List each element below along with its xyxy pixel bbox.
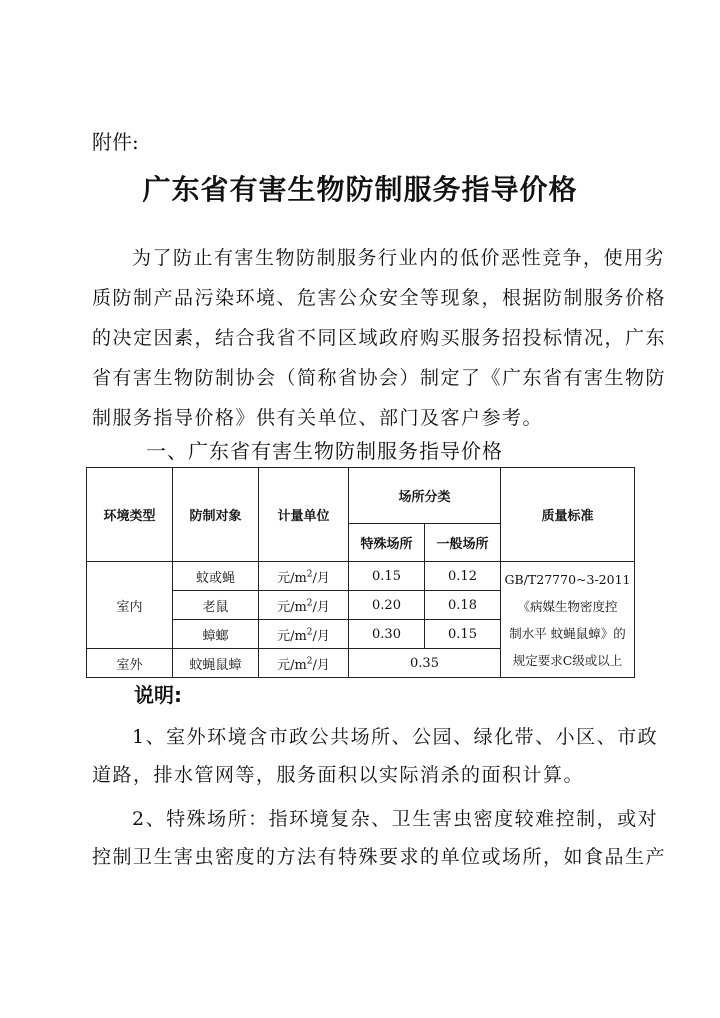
intro-paragraph <box>92 238 667 438</box>
intro-line: 省有害生物防制协会（简称省协会）制定了《广东省有害生物防 <box>92 367 667 389</box>
special-price-cell: 0.20 <box>349 591 425 620</box>
env-indoor-cell: 室内 <box>87 562 173 649</box>
section-heading: 一、广东省有害生物防制服务指导价格 <box>146 439 503 463</box>
table-header-row <box>87 468 635 524</box>
standard-line: 制水平 蚊蝇鼠蟑》的 <box>509 625 626 641</box>
general-price-cell: 0.12 <box>425 562 501 591</box>
price-table <box>86 467 635 678</box>
special-price-cell: 0.30 <box>349 620 425 649</box>
target-cell: 蚊或蝇 <box>173 562 259 591</box>
target-cell: 老鼠 <box>173 591 259 620</box>
unit-cell: 元$/m^2/$月 <box>259 649 349 678</box>
special-price-cell: 0.15 <box>349 562 425 591</box>
table-row <box>87 562 635 591</box>
intro-line: 为了防止有害生物防制服务行业内的低价恶性竞争，使用劣 <box>132 247 666 269</box>
note-line: 1、室外环境含市政公共场所、公园、绿化带、小区、市政 <box>132 726 659 748</box>
note-line: 2、特殊场所：指环境复杂、卫生害虫密度较难控制，或对 <box>132 808 659 830</box>
general-price-cell: 0.18 <box>425 591 501 620</box>
notes-section <box>92 718 667 876</box>
note-item <box>92 800 667 876</box>
header-special: 特殊场所 <box>349 524 425 562</box>
standard-line: 《病媒生物密度控 <box>517 598 618 614</box>
header-standard: 质量标准 <box>501 468 635 562</box>
env-outdoor-cell: 室外 <box>87 649 173 678</box>
outdoor-price-cell: 0.35 <box>349 649 501 678</box>
header-target: 防制对象 <box>173 468 259 562</box>
notes-heading: 说明: <box>134 683 182 707</box>
header-unit: 计量单位 <box>259 468 349 562</box>
note-item <box>92 718 659 794</box>
unit-cell: 元$/m^2/$月 <box>259 591 349 620</box>
unit-cell: 元$/m^2/$月 <box>259 562 349 591</box>
intro-line: 的决定因素，结合我省不同区域政府购买服务招投标情况，广东 <box>92 327 667 349</box>
general-price-cell: 0.15 <box>425 620 501 649</box>
target-cell: 蚊蝇鼠蟑 <box>173 649 259 678</box>
header-venue-group: 场所分类 <box>349 468 501 524</box>
note-line: 道路，排水管网等，服务面积以实际消杀的面积计算。 <box>92 764 585 786</box>
quality-standard-cell <box>501 562 635 678</box>
intro-line: 制服务指导价格》供有关单位、部门及客户参考。 <box>92 407 544 429</box>
unit-cell: 元$/m^2/$月 <box>259 620 349 649</box>
header-general: 一般场所 <box>425 524 501 562</box>
standard-line: 规定要求C级或以上 <box>512 652 623 668</box>
standard-line: GB/T27770~3-2011 <box>504 571 631 587</box>
attachment-label: 附件: <box>92 130 139 154</box>
header-env-type: 环境类型 <box>87 468 173 562</box>
document-title: 广东省有害生物防制服务指导价格 <box>142 173 578 206</box>
note-line: 控制卫生害虫密度的方法有特殊要求的单位或场所，如食品生产 <box>92 846 667 868</box>
intro-line: 质防制产品污染环境、危害公众安全等现象，根据防制服务价格 <box>92 287 667 309</box>
target-cell: 蟑螂 <box>173 620 259 649</box>
